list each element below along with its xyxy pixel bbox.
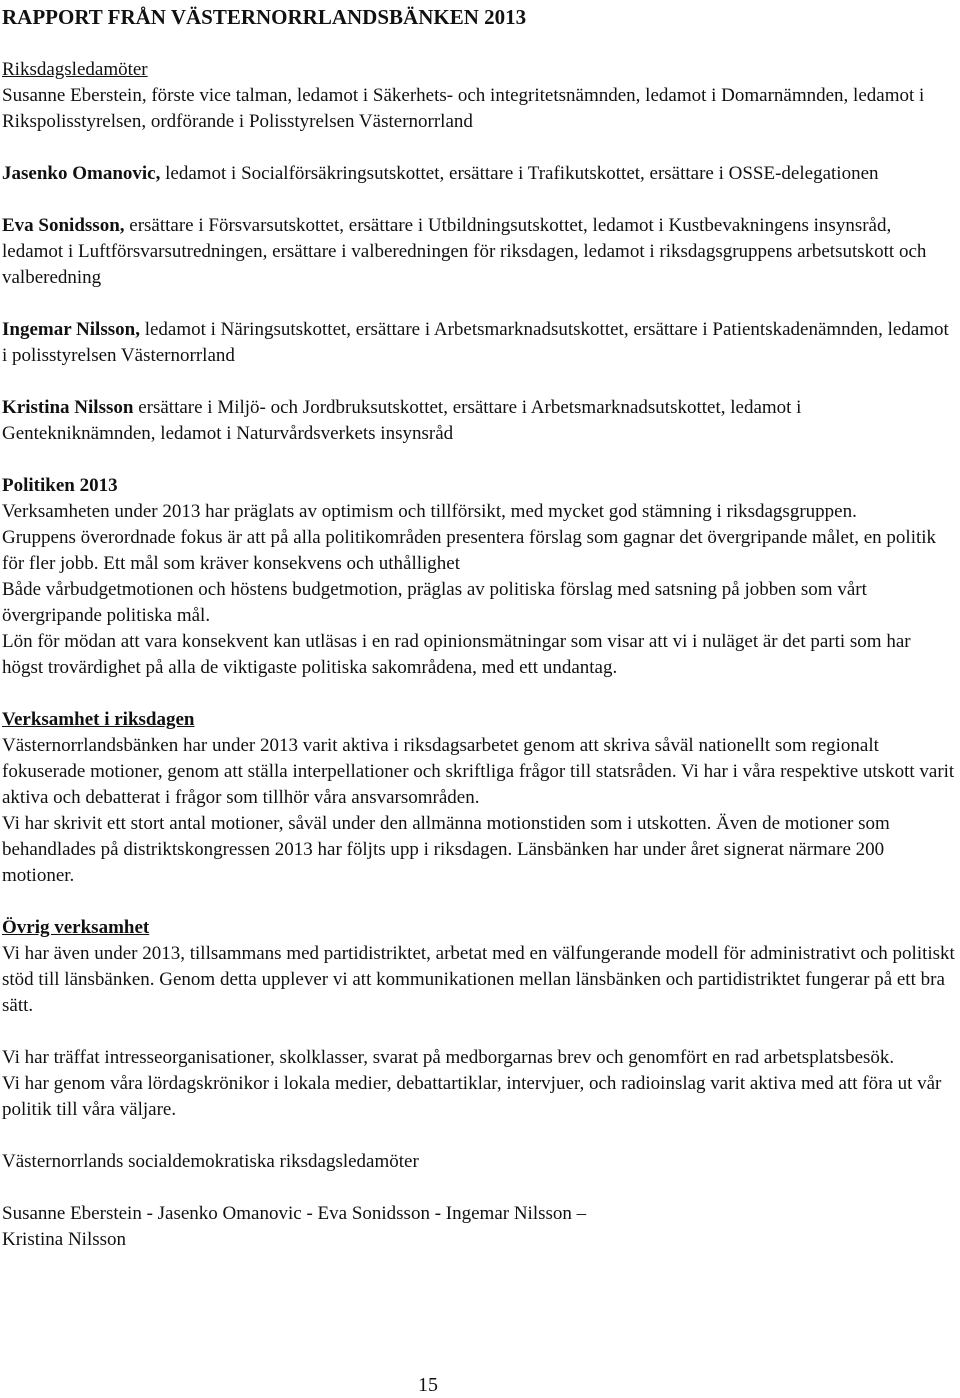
spacer — [2, 187, 956, 213]
document-page — [2, 0, 956, 1253]
member-kristina-nilsson — [2, 395, 956, 447]
member-susanne-eberstein — [2, 83, 956, 135]
spacer — [2, 889, 956, 915]
spacer — [2, 1123, 956, 1149]
spacer — [2, 369, 956, 395]
signature-names-line-1: Susanne Eberstein - Jasenko Omanovic - Eva Sonidsson - Ingemar Nilsson – — [2, 1203, 587, 1224]
section-heading-politiken: Politiken 2013 — [2, 475, 118, 496]
spacer — [2, 135, 956, 161]
section-politiken — [2, 473, 956, 681]
member-text: ledamot i Näringsutskottet, ersättare i Arbetsmarknadsutskottet, ersättare i Patientskadenämnden, ledamot i polisstyrelsen Västernorrland — [2, 319, 949, 366]
member-eva-sonidsson — [2, 213, 956, 291]
section-heading-ovrig-verksamhet: Övrig verksamhet — [2, 917, 150, 938]
member-jasenko-omanovic — [2, 161, 956, 187]
member-name: Ingemar Nilsson, — [2, 319, 140, 340]
section-verksamhet-riksdagen — [2, 707, 956, 889]
member-ingemar-nilsson — [2, 317, 956, 369]
signature-group: Västernorrlands socialdemokratiska riksdagsledamöter — [2, 1151, 419, 1172]
paragraph: Vi har även under 2013, tillsammans med partidistriktet, arbetat med en välfungerande modell för administrativt och politiskt stöd till länsbänken. Genom detta upplever vi att kommunikationen mellan länsbänken och partidistriktet fungerar på ett bra sätt. — [2, 943, 955, 1016]
member-text: ersättare i Miljö- och Jordbruksutskottet, ersättare i Arbetsmarknadsutskottet, ledamot i Gentekniknämnden, ledamot i Naturvårdsverkets insynsråd — [2, 397, 802, 444]
section-ovrig-verksamhet — [2, 915, 956, 1123]
member-text: ersättare i Försvarsutskottet, ersättare i Utbildningsutskottet, ledamot i Kustbevakningens insynsråd, ledamot i Luftförsvarsutredningen, ersättare i valberedningen för riksdagen, ledamot i riksdagsgruppens arbetsutskott och valberedning — [2, 215, 927, 288]
document-title: RAPPORT FRÅN VÄSTERNORRLANDSBÄNKEN 2013 — [2, 5, 527, 29]
paragraph: Västernorrlandsbänken har under 2013 varit aktiva i riksdagsarbetet genom att skriva såväl nationellt som regionalt fokuserade motioner, genom att ställa interpellationer och skriftliga frågor till statsråden. Vi har i våra respektive utskott varit aktiva och debatterat i frågor som tillhör våra ansvarsområden. — [2, 735, 955, 808]
spacer — [2, 291, 956, 317]
member-text: ledamot i Socialförsäkringsutskottet, ersättare i Trafikutskottet, ersättare i OSSE-delegationen — [160, 163, 879, 184]
paragraph: Lön för mödan att vara konsekvent kan utläsas i en rad opinionsmätningar som visar att vi i nuläget är det parti som har högst trovärdighet på alla de viktigaste politiska sakområdena, med ett undantag. — [2, 631, 911, 678]
spacer — [2, 681, 956, 707]
spacer — [2, 1019, 956, 1045]
page-number: 15 — [418, 1374, 438, 1396]
spacer — [2, 447, 956, 473]
section-heading-riksdagsledamoter: Riksdagsledamöter — [2, 59, 148, 80]
paragraph: Gruppens överordnade fokus är att på alla politikområden presentera förslag som gagnar det övergripande målet, en politik för fler jobb. Ett mål som kräver konsekvens och uthållighet — [2, 527, 937, 574]
spacer — [2, 1175, 956, 1201]
spacer — [2, 30, 956, 57]
paragraph: Vi har skrivit ett stort antal motioner, såväl under den allmänna motionstiden som i utskotten. Även de motioner som behandlades på distriktskongressen 2013 har följts upp i riksdagen. Länsbänken har under året signerat närmare 200 motioner. — [2, 813, 890, 886]
signature-names-line-2: Kristina Nilsson — [2, 1229, 127, 1250]
paragraph: Vi har genom våra lördagskrönikor i lokala medier, debattartiklar, intervjuer, och radioinslag varit aktiva med att föra ut vår politik till våra väljare. — [2, 1073, 942, 1120]
member-text: Susanne Eberstein, förste vice talman, ledamot i Säkerhets- och integritetsnämnden, ledamot i Domarnämnden, ledamot i Rikspolisstyrelsen, ordförande i Polisstyrelsen Västernorrland — [2, 85, 925, 132]
member-name: Kristina Nilsson — [2, 397, 134, 418]
paragraph: Vi har träffat intresseorganisationer, skolklasser, svarat på medborgarnas brev och genomfört en rad arbetsplatsbesök. — [2, 1047, 895, 1068]
paragraph: Verksamheten under 2013 har präglats av optimism och tillförsikt, med mycket god stämning i riksdagsgruppen. — [2, 501, 857, 522]
section-riksdagsledamoter — [2, 57, 956, 447]
section-heading-verksamhet-riksdagen: Verksamhet i riksdagen — [2, 709, 195, 730]
member-name: Jasenko Omanovic, — [2, 163, 161, 184]
signature-block — [2, 1149, 956, 1253]
paragraph: Både vårbudgetmotionen och höstens budgetmotion, präglas av politiska förslag med satsning på jobben som vårt övergripande politiska mål. — [2, 579, 867, 626]
member-name: Eva Sonidsson, — [2, 215, 125, 236]
